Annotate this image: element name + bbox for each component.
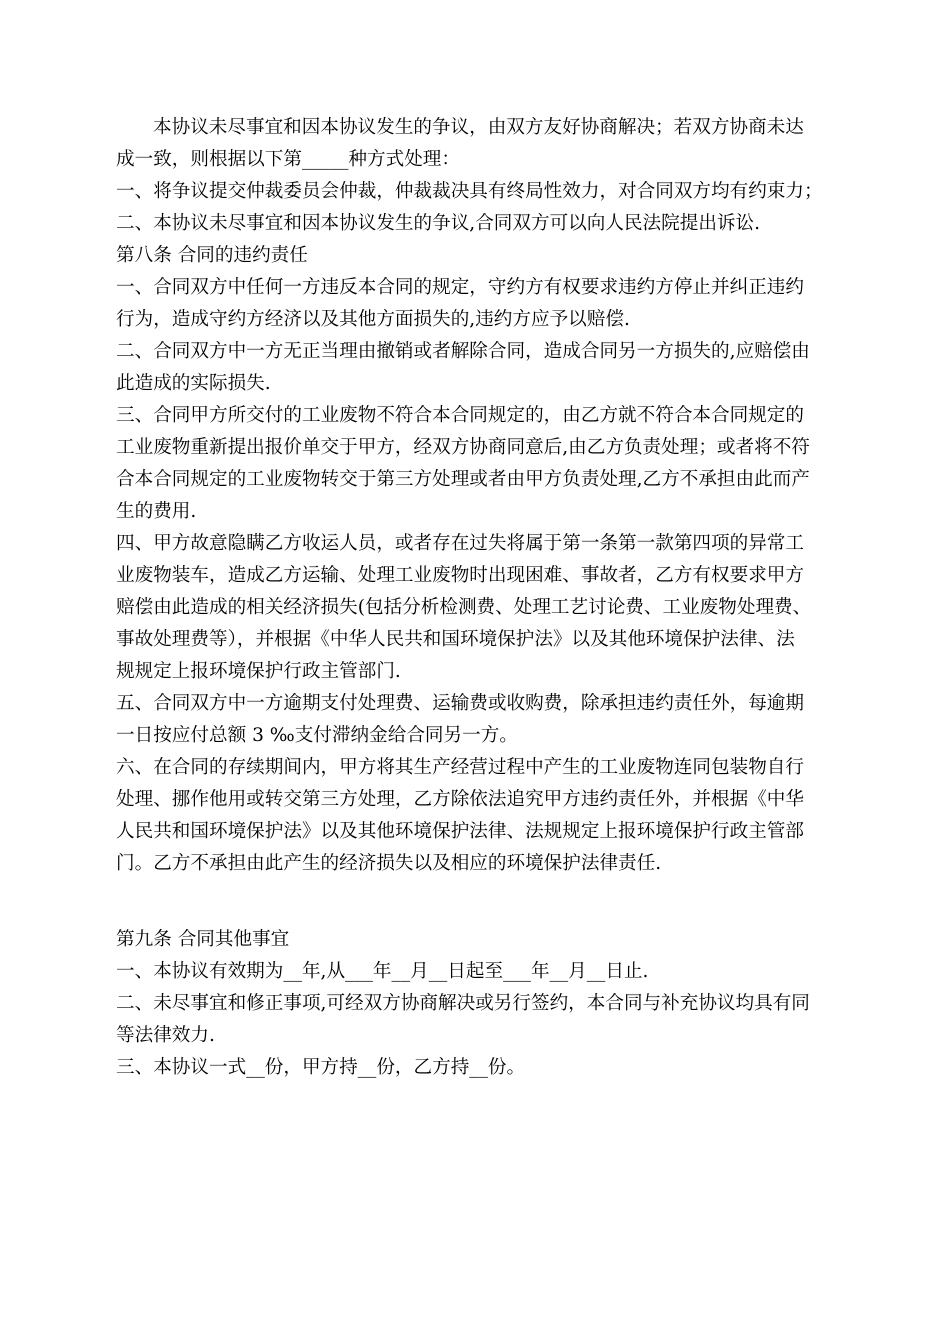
- paragraph-line: 一日按应付总额 3 ‰支付滞纳金给合同另一方。: [116, 725, 518, 746]
- paragraph-line: 一、将争议提交仲裁委员会仲裁，仲裁裁决具有终局性效力，对合同双方均有约束力；: [116, 181, 823, 202]
- paragraph-line: 生的费用.: [116, 501, 197, 522]
- paragraph-line: 规规定上报环境保护行政主管部门.: [116, 661, 401, 682]
- paragraph-line: 处理、挪作他用或转交第三方处理，乙方除依法追究甲方违约责任外，并根据《中华: [116, 789, 804, 810]
- paragraph-line: 事故处理费等），并根据《中华人民共和国环境保护法》以及其他环境保护法律、法: [116, 629, 795, 650]
- paragraph-line: 二、合同双方中一方无正当理由撤销或者解除合同，造成合同另一方损失的,应赔偿由: [116, 341, 810, 362]
- section-heading: 第九条 合同其他事宜: [116, 929, 290, 950]
- paragraph-line: 门。乙方不承担由此产生的经济损失以及相应的环境保护法律责任.: [116, 853, 662, 874]
- document-page: [116, 112, 840, 1084]
- paragraph-line: 二、本协议未尽事宜和因本协议发生的争议,合同双方可以向人民法院提出诉讼.: [116, 213, 761, 234]
- paragraph-line: 赔偿由此造成的相关经济损失(包括分析检测费、处理工艺讨论费、工业废物处理费、: [116, 597, 812, 618]
- paragraph-line: 行为，造成守约方经济以及其他方面损失的,违约方应予以赔偿.: [116, 309, 630, 330]
- paragraph-line: 三、合同甲方所交付的工业废物不符合本合同规定的，由乙方就不符合本合同规定的: [116, 405, 804, 426]
- paragraph-line: 一、本协议有效期为__年,从___年__月__日起至___年__月__日止.: [116, 961, 649, 982]
- blank-spacer: [116, 880, 840, 924]
- paragraph-line: 工业废物重新提出报价单交于甲方，经双方协商同意后,由乙方负责处理；或者将不符: [116, 437, 810, 458]
- paragraph-line: 业废物装车，造成乙方运输、处理工业废物时出现困难、事故者，乙方有权要求甲方: [116, 565, 804, 586]
- paragraph-line: 等法律效力.: [116, 1025, 215, 1046]
- paragraph-line: 人民共和国环境保护法》以及其他环境保护法律、法规规定上报环境保护行政主管部: [116, 821, 804, 842]
- paragraph-line: 三、本协议一式__份，甲方持__份，乙方持__份。: [116, 1057, 526, 1078]
- section-heading: 第八条 合同的违约责任: [116, 245, 308, 266]
- paragraph-line: 五、合同双方中一方逾期支付处理费、运输费或收购费，除承担违约责任外，每逾期: [116, 693, 804, 714]
- paragraph-line: 此造成的实际损失.: [116, 373, 271, 394]
- paragraph-line: 本协议未尽事宜和因本协议发生的争议，由双方友好协商解决；若双方协商未达: [153, 117, 804, 138]
- paragraph-line: 一、合同双方中任何一方违反本合同的规定，守约方有权要求违约方停止并纠正违约: [116, 277, 804, 298]
- paragraph-line: 成一致，则根据以下第_____种方式处理：: [116, 149, 460, 170]
- paragraph-line: 六、在合同的存续期间内，甲方将其生产经营过程中产生的工业废物连同包装物自行: [116, 757, 804, 778]
- paragraph-line: 合本合同规定的工业废物转交于第三方处理或者由甲方负责处理,乙方不承担由此而产: [116, 469, 810, 490]
- paragraph-line: 四、甲方故意隐瞒乙方收运人员，或者存在过失将属于第一条第一款第四项的异常工: [116, 533, 804, 554]
- paragraph-line: 二、未尽事宜和修正事项,可经双方协商解决或另行签约，本合同与补充协议均具有同: [116, 993, 810, 1014]
